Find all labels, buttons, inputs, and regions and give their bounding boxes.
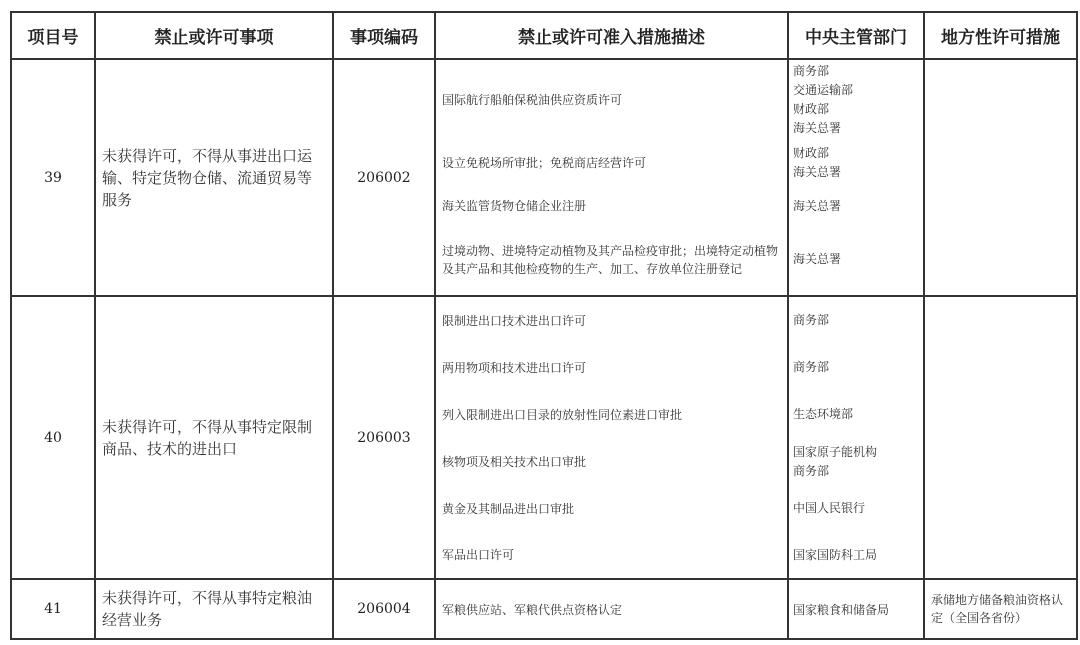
local-measure xyxy=(924,59,1077,296)
central-dept: 财政部 海关总署 xyxy=(793,146,842,179)
central-dept: 国家粮食和储备局 xyxy=(788,579,924,639)
central-dept: 商务部 xyxy=(793,313,830,327)
header-item-no: 项目号 xyxy=(11,12,95,59)
local-measure: 承储地方储备粮油资格认定（全国各省份） xyxy=(924,579,1077,639)
item-number: 39 xyxy=(11,59,95,296)
table-row xyxy=(11,296,1077,579)
measure-desc: 核物项及相关技术出口审批 xyxy=(442,454,587,469)
central-dept: 生态环境部 xyxy=(793,407,854,421)
measure-desc: 列入限制进出口目录的放射性同位素进口审批 xyxy=(442,407,683,422)
central-dept: 海关总署 xyxy=(793,198,842,213)
table-row xyxy=(11,579,1077,639)
measure-desc-cell xyxy=(435,59,788,296)
item-name: 未获得许可，不得从事特定限制商品、技术的进出口 xyxy=(95,296,333,579)
header-local-measure: 地方性许可措施 xyxy=(924,12,1077,59)
header-item-code: 事项编码 xyxy=(333,12,435,59)
measure-desc: 限制进出口技术进出口许可 xyxy=(442,313,587,328)
item-name: 未获得许可，不得从事进出口运输、特定货物仓储、流通贸易等服务 xyxy=(95,59,333,296)
measure-desc: 两用物项和技术进出口许可 xyxy=(442,360,587,375)
central-dept: 商务部 xyxy=(793,360,830,374)
item-code: 206003 xyxy=(333,296,435,579)
item-number: 41 xyxy=(11,579,95,639)
central-dept: 国家原子能机构 商务部 xyxy=(793,444,878,478)
measure-desc: 军粮供应站、军粮代供点资格认定 xyxy=(435,579,788,639)
central-dept: 商务部 交通运输部 财政部 海关总署 xyxy=(793,64,854,135)
permit-table xyxy=(10,11,1078,640)
item-code: 206002 xyxy=(333,59,435,296)
item-number: 40 xyxy=(11,296,95,579)
header-central-dept: 中央主管部门 xyxy=(788,12,924,59)
central-dept: 海关总署 xyxy=(793,252,842,266)
header-item-name: 禁止或许可事项 xyxy=(95,12,333,59)
item-name: 未获得许可，不得从事特定粮油经营业务 xyxy=(95,579,333,639)
item-code: 206004 xyxy=(333,579,435,639)
measure-desc: 设立免税场所审批；免税商店经营许可 xyxy=(442,156,647,170)
measure-desc: 国际航行船舶保税油供应资质许可 xyxy=(442,93,623,107)
measure-desc: 黄金及其制品进出口审批 xyxy=(442,501,575,516)
measure-desc: 过境动物、进境特定动植物及其产品检疫审批；出境特定动植物及其产品和其他检疫物的生产、加工、存放单位注册登记 xyxy=(442,243,779,276)
header-measure-desc: 禁止或许可准入措施描述 xyxy=(435,12,788,59)
central-dept: 中国人民银行 xyxy=(793,501,866,515)
dept-cell xyxy=(788,296,924,579)
dept-cell xyxy=(788,59,924,296)
measure-desc: 军品出口许可 xyxy=(442,548,515,562)
measure-desc: 海关监管货物仓储企业注册 xyxy=(442,199,587,213)
local-measure xyxy=(924,296,1077,579)
header-row xyxy=(11,12,1077,59)
measure-desc-cell xyxy=(435,296,788,579)
central-dept: 国家国防科工局 xyxy=(793,547,878,562)
table-row xyxy=(11,59,1077,296)
